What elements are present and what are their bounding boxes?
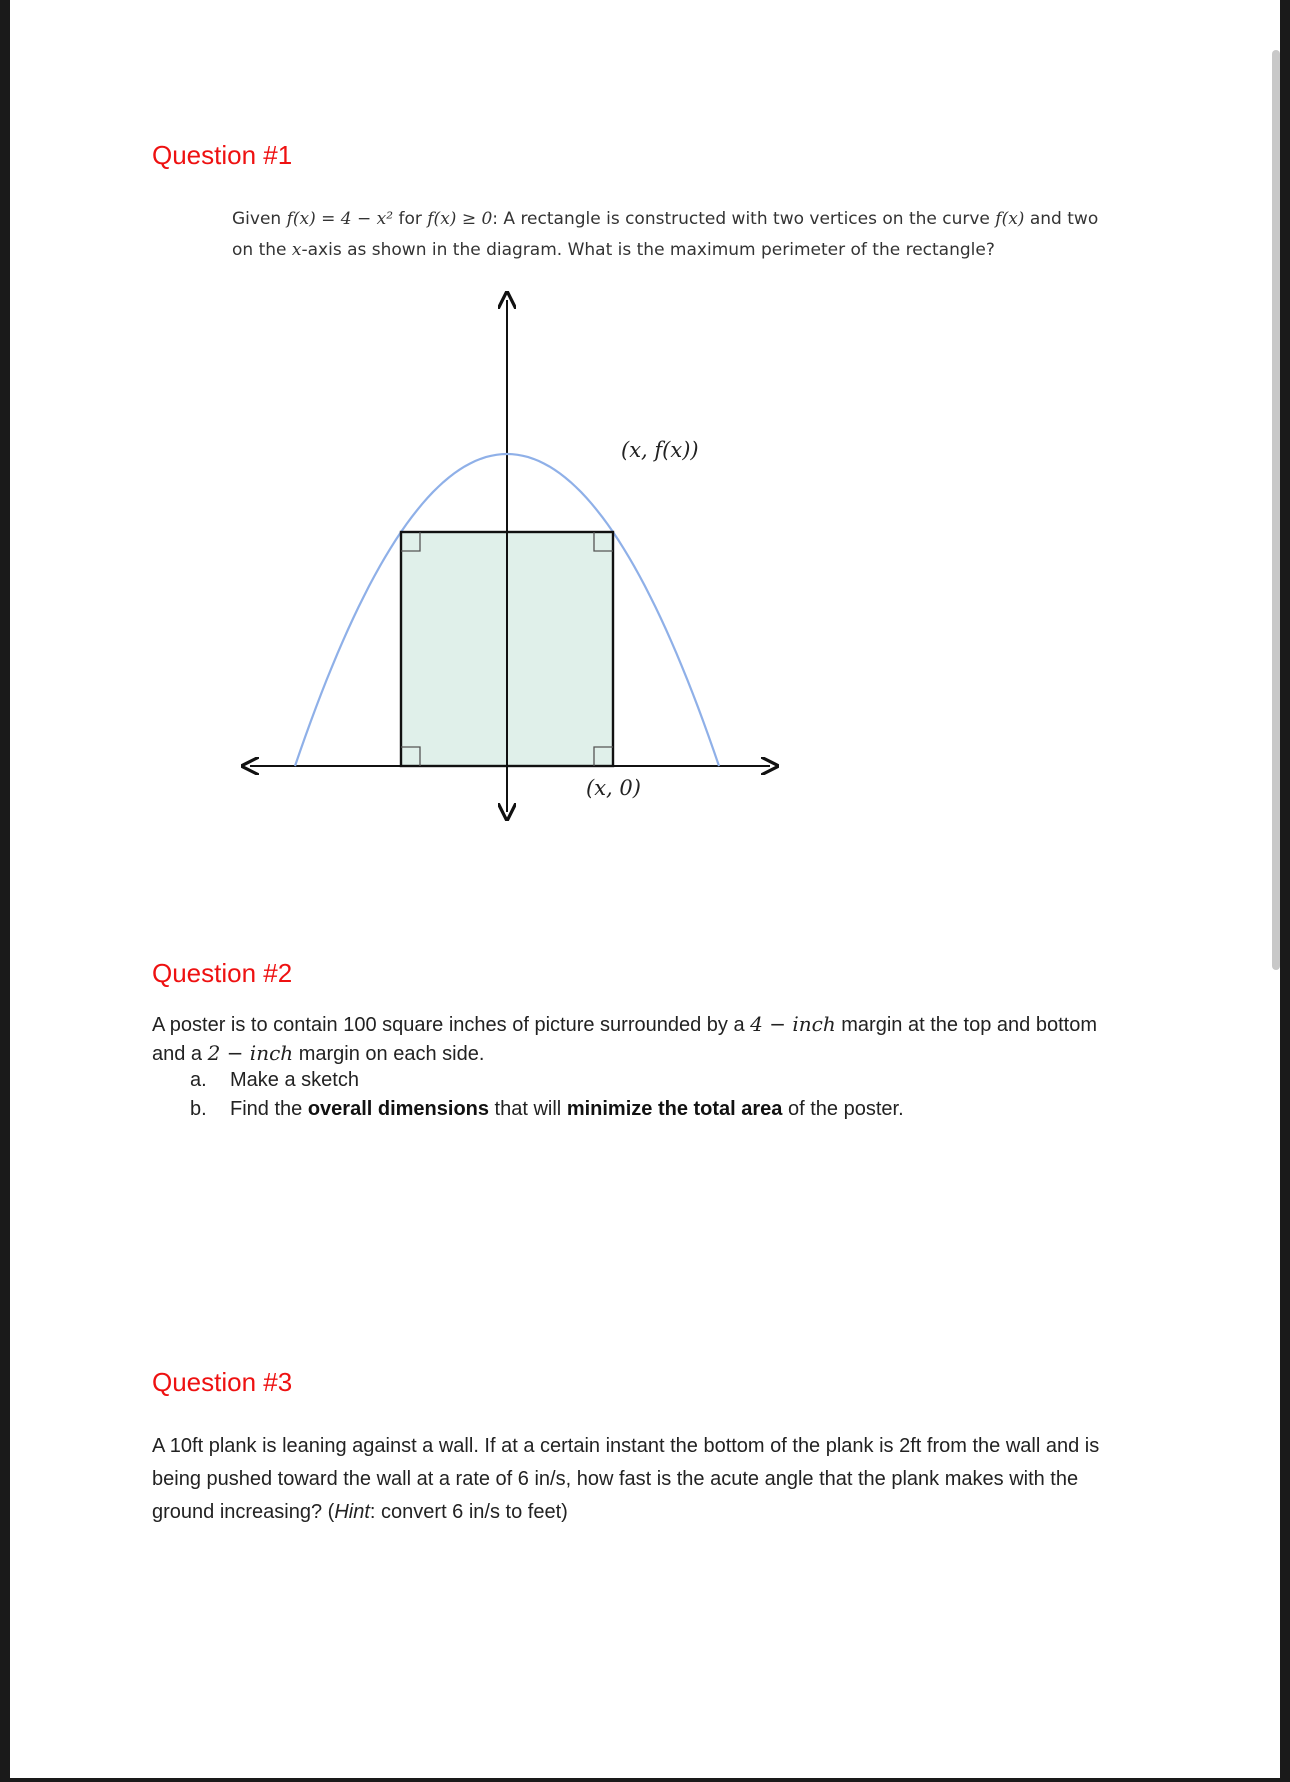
- question-2-heading: Question #2: [152, 958, 293, 988]
- q1-seg4: and two on the: [232, 209, 1099, 260]
- q1-seg1: Given: [232, 209, 287, 229]
- hint-label: Hint: [334, 1501, 370, 1523]
- item-b-seg2: that will: [489, 1098, 567, 1120]
- point-label-x-fx: (x, f(x)): [621, 438, 699, 462]
- q3-seg1: A 10ft plank is leaning against a wall. If at a certain instant the bottom of the plank is 2ft from the wall and is being pushed toward the wall at a rate of 6 in/s, how fast is the acute angle that the plank makes with the ground increasing? (: [152, 1435, 1100, 1523]
- item-b-seg1: Find the: [230, 1098, 308, 1120]
- q2-seg1: A poster is to contain 100 square inches of picture surrounded by a: [152, 1014, 751, 1036]
- list-marker: a.: [190, 1069, 207, 1091]
- item-b-bold1: overall dimensions: [307, 1098, 489, 1120]
- list-marker: b.: [190, 1098, 207, 1120]
- q3-seg2: : convert 6 in/s to feet): [369, 1501, 568, 1523]
- question-3-text: [152, 1430, 1132, 1529]
- q1-seg5: -axis as shown in the diagram. What is the maximum perimeter of the rectangle?: [301, 240, 995, 260]
- scrollbar-thumb[interactable]: [1272, 50, 1280, 970]
- list-item: [190, 1095, 904, 1124]
- q2-seg3: margin on each side.: [293, 1043, 485, 1065]
- question-3-heading: Question #3: [152, 1367, 293, 1397]
- scrollbar-track[interactable]: [1280, 0, 1290, 1782]
- q2-seg2: margin at the top and bottom and a: [152, 1014, 1097, 1065]
- q1-seg2: for: [393, 209, 428, 229]
- list-item-text: Make a sketch: [230, 1069, 359, 1091]
- item-b-seg3: of the poster.: [782, 1098, 904, 1120]
- function-definition: f(x) = 4 − x²: [286, 209, 394, 229]
- axis-variable: x: [291, 240, 302, 260]
- question-1-heading: Question #1: [152, 140, 293, 170]
- q1-seg3: : A rectangle is constructed with two vertices on the curve: [492, 209, 996, 229]
- list-item-text: [230, 1095, 904, 1124]
- list-item: [190, 1066, 904, 1095]
- question-2-list: [190, 1066, 904, 1124]
- question-2-text: [152, 1010, 1132, 1068]
- top-margin-value: 4 − inch: [750, 1012, 836, 1036]
- function-condition: f(x) ≥ 0: [427, 209, 493, 229]
- point-label-x-0: (x, 0): [586, 776, 641, 800]
- side-margin-value: 2 − inch: [207, 1041, 294, 1065]
- item-b-bold2: minimize the total area: [566, 1098, 783, 1120]
- curve-name: f(x): [995, 209, 1025, 229]
